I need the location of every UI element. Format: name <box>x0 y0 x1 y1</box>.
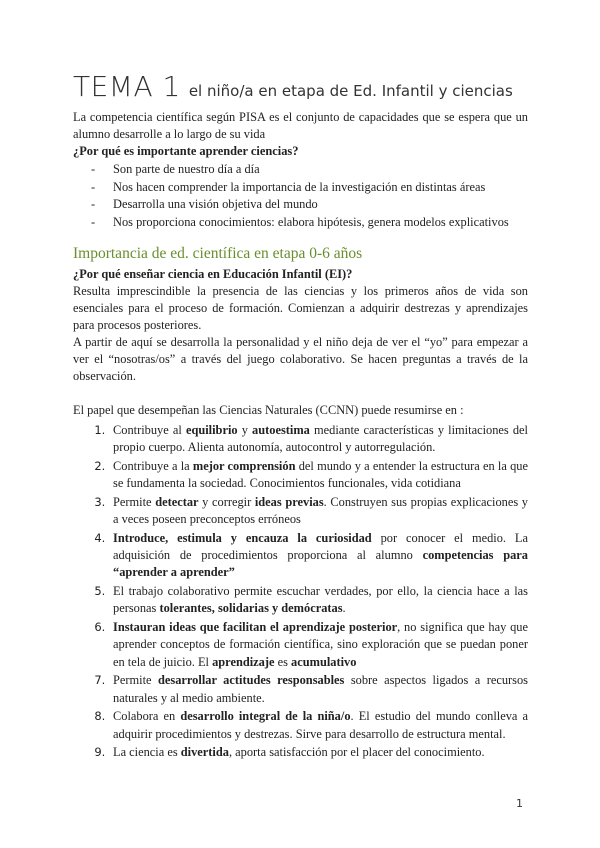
intro-question: ¿Por qué es importante aprender ciencias? <box>73 144 299 158</box>
list-item: - Nos hacen comprender la importancia de la investigación en distintas áreas <box>91 179 528 197</box>
section-paragraph-1: Resulta imprescindible la presencia de las ciencias y los primeros años de vida son esenciales para el proceso de formación. Comienzan a adquirir destrezas y aprendizajes para procesos posteriores. <box>73 284 528 332</box>
list-item: 2. Contribuye a la mejor comprensión del mundo y a entender la estructura en la que se fundamenta la sociedad. Conocimientos funcionales, vida cotidiana <box>109 458 528 492</box>
list-item: 3. Permite detectar y corregir ideas previas. Construyen sus propias explicaciones y a veces poseen preconceptos erróneos <box>109 494 528 528</box>
section-heading: Importancia de ed. científica en etapa 0-6 años <box>73 245 363 262</box>
section-paragraph-2: A partir de aquí se desarrolla la personalidad y el niño deja de ver el “yo” para empezar a ver el “nosotras/os” a través del juego colaborativo. Se hacen preguntas a través de la observación. <box>73 335 528 383</box>
page-subtitle: el niño/a en etapa de Ed. Infantil y ciencias <box>188 82 513 100</box>
list-intro: El papel que desempeñan las Ciencias Naturales (CCNN) puede resumirse en : <box>73 403 464 417</box>
page-number: 1 <box>516 797 523 810</box>
list-item: - Son parte de nuestro día a día <box>91 161 528 179</box>
list-item: 4. Introduce, estimula y encauza la curiosidad por conocer el medio. La adquisición de procedimientos proporciona al alumno competencias para “aprender a aprender” <box>109 530 528 582</box>
list-item: 9. La ciencia es divertida, aporta satisfacción por el placer del conocimiento. <box>109 744 528 761</box>
list-item: 5. El trabajo colaborativo permite escuchar verdades, por ello, la ciencia hace a las personas tolerantes, solidarias y demócratas. <box>109 583 528 617</box>
section-question: ¿Por qué enseñar ciencia en Educación Infantil (EI)? <box>73 267 353 281</box>
list-item: - Desarrolla una visión objetiva del mundo <box>91 196 528 214</box>
list-item: 8. Colabora en desarrollo integral de la niña/o. El estudio del mundo conlleva a adquirir procedimientos y destrezas. Sirve para desarrollo de estructura mental. <box>109 708 528 742</box>
reasons-list <box>91 161 528 231</box>
list-item: 6. Instauran ideas que facilitan el aprendizaje posterior, no significa que hay que aprender conceptos de formación científica, sino exploración que se puedan poner en tela de juicio. El aprendizaje es acumulativo <box>109 619 528 671</box>
page-title: TEMA 1 <box>73 70 181 103</box>
title-row <box>73 70 528 103</box>
list-item: - Nos proporciona conocimientos: elabora hipótesis, genera modelos explicativos <box>91 214 528 232</box>
document-page <box>73 70 528 763</box>
list-item: 1. Contribuye al equilibrio y autoestima mediante características y limitaciones del propio cuerpo. Alienta autonomía, autocontrol y autorregulación. <box>109 422 528 456</box>
intro-paragraph: La competencia científica según PISA es el conjunto de capacidades que se espera que un alumno desarrolle a lo largo de su vida <box>73 110 528 141</box>
roles-list <box>73 422 528 762</box>
list-item: 7. Permite desarrollar actitudes responsables sobre aspectos ligados a recursos naturales y al medio ambiente. <box>109 672 528 706</box>
